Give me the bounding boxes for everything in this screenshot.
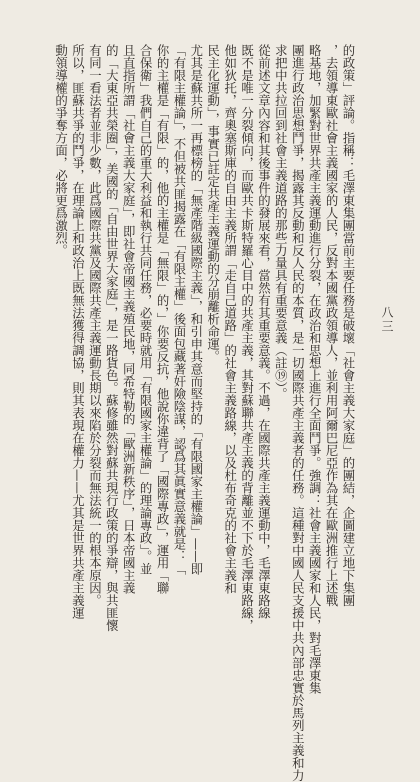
text-column: 他如狄托，齊奧塞斯庫的自由主義所謂「走自己道路」的社會主義路線，以及杜布奇克的社會主義和 xyxy=(222,44,238,594)
text-column: 略基地，加緊對世界共產主義運動進行分裂，在政治和思想上進行全面鬥爭。強調：社會主義國家和人民，對毛澤東集 xyxy=(307,44,323,694)
page-number: 八三 xyxy=(380,306,394,334)
text-column: 「有限主權論」，不但被共匪揭露在「有限主權」後面包藏著奸險陰謀，認爲其眞實意義就是：「 xyxy=(171,44,187,576)
text-column: 既不是唯一分裂傾向，而歐共卡斯特羅心目中的共產主義，其對蘇聯共產主義的背離並不下於毛澤東路線， xyxy=(239,44,255,632)
text-column: 的「大東亞共榮圈」，美國的「自由世界大家庭」，是一路貨色。蘇修雖然對蘇共現行政策的爭辯，與共匪懷 xyxy=(104,44,120,632)
text-column: 你的主權是「有限」的，他的主權是「無限」的，」你要反抗，他說你違背了「國際專政」，運用「聯 xyxy=(155,44,171,595)
text-column: 民主化運動」，事實已註定共產主義運動的分崩離析命運。 xyxy=(205,44,221,363)
body-text xyxy=(52,44,356,782)
text-column: 的政策」評論。指稱：毛澤東集團當前主要任務是破壞「社會主義大家庭」的團結，企圖建立地下集團 xyxy=(341,44,356,607)
text-column: 所以，匪蘇共爭的鬥爭，在理論上和政治上既無法獲得調協，則其表現在權力——尤其是世界共產主義運 xyxy=(70,44,86,619)
text-column: 且直指所謂「社會主義大家庭」，即社會帝國主義殖民地，同希特勒的「歐洲新秩序」，日本帝國主義 xyxy=(121,44,137,595)
text-column: 從前述文章內容和其後事件的發展來看，當然有其重要意義。不過，在國際共產主義運動中，毛澤東路線 xyxy=(256,44,272,619)
text-column: 有同一看法者並非少數，此爲國際共黨及國際共產主義運動長期以來陷於分裂而無法統一的根本原因。 xyxy=(87,44,103,607)
text-column: 合保衛」我們自己的重大利益和執行共同任務，必要時就用「有限國家主權論」的理論專政」。並 xyxy=(138,44,154,576)
text-column: 團進行政治思想鬥爭，揭露其反動和反人民的本質，是一切國際共產主義者的任務。這種對中國人民支援中共內部忠實於馬列主義和力 xyxy=(290,44,306,782)
text-column: 動領導權的爭奪方面，必將更爲激烈。 xyxy=(53,44,69,257)
text-column: 求把中共拉回到社會主義道路的那些力量具有重要意義（註⑲）。 xyxy=(273,44,289,401)
text-column: 尤其是蘇共所一再標榜的「無產階級國際主義」，和引申其意而堅持的「有限國家主權論」——即 xyxy=(188,44,204,576)
text-column: ，去領導東歐社會主義國家的人民，反對本國黨政領導人，並利用阿爾巴尼亞作為其在歐洲推行上述戰 xyxy=(324,44,340,607)
